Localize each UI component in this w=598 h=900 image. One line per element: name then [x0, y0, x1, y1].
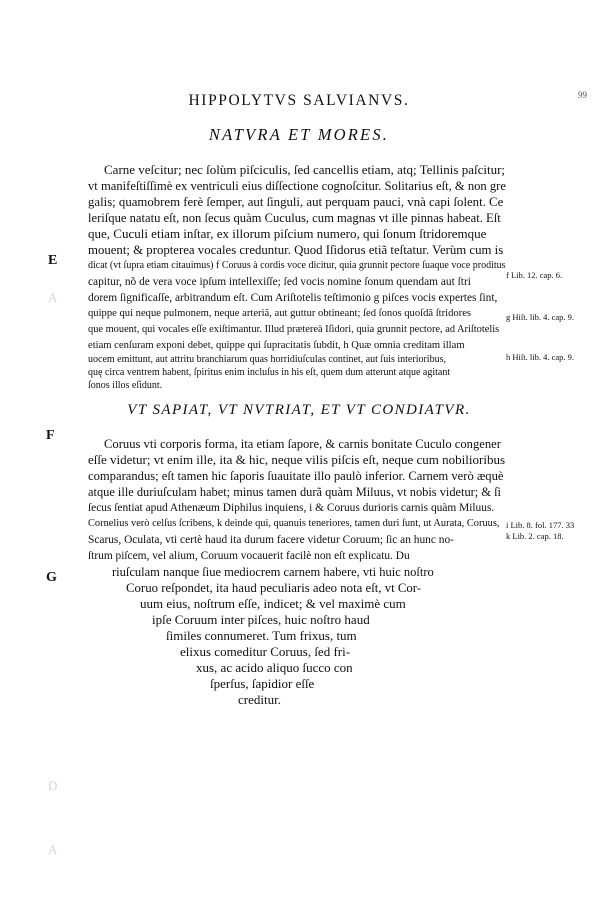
text-line: leriſque natatu eſt, non ſecus quàm Cuculus, cum magnas vt ille pinnas habeat. Eſt [88, 211, 501, 225]
margin-letter-g: G [46, 570, 57, 585]
bleed-letter: D [48, 778, 58, 793]
margin-letter-f: F [46, 428, 55, 443]
text-line: etiam cenſuram exponi debet, quippe qui ſupracitatis ſubdit, h Quæ omnia creditam illam [88, 340, 465, 351]
text-line: capitur, nõ de vera voce ipſum intellexiſſe; ſed vocis nomine ſonum quendam aut ſtri [88, 276, 471, 288]
text-line: ſimiles connumeret. Tum frixus, tum [166, 628, 357, 643]
text-line: Cornelius verò celſus ſcribens, k deinde qui, quanuis teneriores, tamen duri ſunt, ut Aurata, Coruus, [88, 518, 500, 529]
bleed-letter: A [48, 842, 58, 857]
bleed-letter: A [48, 290, 58, 305]
section-title-natura: NATVRA ET MORES. [208, 125, 390, 144]
text-line: dorem ſignificaſſe, arbitrandum eſt. Cum Ariſtotelis teſtimonio g piſces vocis expertes ſint, [88, 292, 498, 304]
text-line: uum eius, noſtrum eſſe, indicet; & vel maximè cum [140, 596, 406, 611]
text-line: uocem emittunt, aut attritu branchiarum quas horridiuſculas continet, aut ſuis interioribus, [88, 354, 446, 365]
text-line: elixus comeditur Coruus, ſed fri- [180, 644, 351, 659]
margin-letter-e: E [48, 253, 58, 268]
text-line: comparandus; eſt tamen hic ſaporis ſuauitate illo paulò inferior. Carnem verò æquè [88, 469, 504, 483]
margin-note-i: i Lib. 8. fol. 177. 33 [506, 520, 575, 530]
page-mark: 99 [578, 90, 587, 100]
margin-note-k: k Lib. 2. cap. 18. [506, 531, 564, 541]
text-line: Carne veſcitur; nec ſolùm piſciculis, ſed cancellis etiam, atq; Tellinis paſcitur; [104, 162, 506, 177]
text-line: dicat (vt ſupra etiam citauimus) f Coruus à cordis voce dicitur, quia grunnit pectore ſuaque voce proditus [88, 260, 506, 271]
text-line: quippe qui neque pulmonem, neque arteriã, aut guttur obtineant; ſed ſonos quoſdã ſtridores [88, 308, 472, 319]
text-line: ſperſus, ſapidior eſſe [210, 676, 315, 691]
text-line: que mouent, qui vocales eſſe exiſtimantur. Illud prætereà Iſidori, quia grunnit pectore, ad Ariſtotelis [88, 324, 500, 335]
text-line: quę circa ventrem habent, ſpiritus enim incluſus in his eſt, quem dum atterunt atque agitant [88, 367, 451, 378]
text-line: xus, ac acido aliquo ſucco con [196, 660, 353, 675]
text-line: galis; quamobrem ferè ſemper, aut ſinguli, aut perquam pauci, vnà capi ſolent. Ce [88, 195, 504, 209]
text-line: que, Cuculi etiam inſtar, ex illorum piſcium numero, qui ſonum ſtridoremque [88, 226, 487, 241]
text-line: Coruo reſpondet, ita haud peculiaris adeo nota eſt, vt Cor- [126, 581, 422, 595]
text-line: ipſe Coruum inter piſces, huic noſtro haud [152, 612, 370, 627]
text-line: mouent; & propterea vocales creduntur. Quod Iſidorus etiã teſtatur. Verùm cum is [88, 243, 504, 257]
text-line: atque ille duriuſculam habet; minus tamen durã quàm Miluus, vt nobis videtur; & ſi [88, 485, 501, 499]
text-line: creditur. [238, 692, 281, 707]
text-line: eſſe videtur; vt enim ille, ita & hic, neque vilis piſcis eſt, neque cum nobilioribus [88, 452, 505, 467]
text-line: Coruus vti corporis forma, ita etiam ſapore, & carnis bonitate Cuculo congener [104, 437, 501, 451]
margin-note-f: f Lib. 12. cap. 6. [506, 270, 563, 280]
text-line: ſecus ſentiat apud Athenæum Diphilus inquiens, i & Coruus durioris carnis quàm Miluus. [88, 502, 495, 514]
text-line: ſtrum piſcem, vel alium, Coruum vocauerit facilè non eſt explicatu. Du [88, 550, 410, 562]
text-line: ſonos illos eſidunt. [88, 380, 163, 391]
running-head: HIPPOLYTVS SALVIANVS. [188, 92, 410, 109]
text-line: Scarus, Oculata, vti certè haud ita durum facere videtur Coruum; ſic an hunc no- [88, 534, 454, 546]
margin-note-h: h Hiſt. lib. 4. cap. 9. [506, 352, 574, 362]
section-title-vt-sapiat: VT SAPIAT, VT NVTRIAT, ET VT CONDIATVR. [127, 402, 471, 418]
text-line: vt manifeſtiſſimè ex ventriculi eius diſſectione cognoſcitur. Solitarius eſt, & non gre [88, 179, 506, 193]
margin-note-g: g Hiſt. lib. 4. cap. 9. [506, 312, 574, 322]
text-line: riuſculam nanque ſiue mediocrem carnem habere, vti huic noſtro [112, 565, 434, 579]
